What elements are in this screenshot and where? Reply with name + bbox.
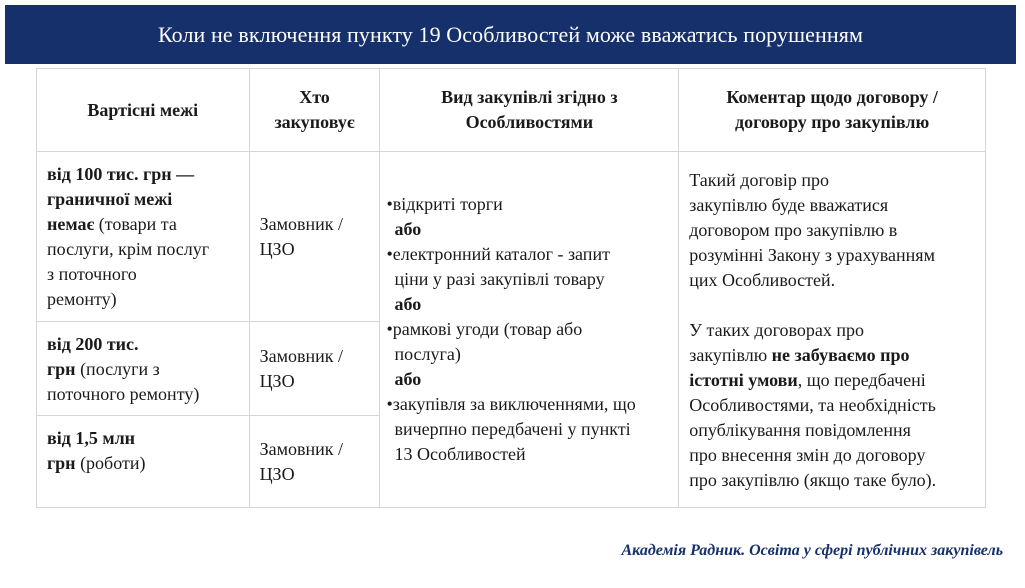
limit-text: від 200 тис. — [47, 334, 139, 354]
footer-credit: Академія Радник. Освіта у сфері публічних закупівель — [621, 542, 1003, 559]
comment-text: розумінні Закону з урахуванням — [689, 245, 935, 265]
header-text: договору про закупівлю — [735, 112, 930, 132]
page-title: Коли не включення пункту 19 Особливостей може вважатись порушенням — [157, 21, 863, 47]
comment-text: , що передбачені — [797, 370, 926, 390]
type-item: •рамкові угоди (товар або — [386, 319, 583, 339]
header-text: Хто — [299, 87, 330, 107]
header-who-buys — [249, 69, 380, 152]
limit-text: від 100 тис. грн — — [47, 164, 195, 184]
header-text: Вид закупівлі згідно з — [441, 87, 618, 107]
header-text: закуповує — [274, 112, 355, 132]
limit-text: поточного ремонту) — [47, 384, 200, 404]
table-row — [37, 152, 986, 322]
type-item: •закупівля за виключеннями, що — [386, 394, 636, 414]
comment-text: закупівлю — [689, 345, 772, 365]
who-text: ЦЗО — [259, 463, 295, 484]
comment-text: У таких договорах про — [689, 320, 865, 340]
header-text: Вартісні межі — [87, 99, 199, 120]
contract-comment-cell — [679, 152, 986, 508]
who-text: Замовник / — [259, 213, 343, 234]
table-header-row — [37, 69, 986, 152]
who-text: ЦЗО — [259, 238, 295, 259]
limit-text: (роботи) — [75, 453, 146, 473]
comment-text: Особливостями, та необхідність — [689, 395, 936, 415]
cost-limit-cell — [37, 152, 250, 322]
type-item: •електронний каталог - запит — [386, 244, 610, 264]
procurement-types-cell — [380, 152, 679, 508]
limit-text: (послуги з — [75, 359, 160, 379]
type-item: 13 Особливостей — [394, 444, 526, 464]
limit-text: послуги, крім послуг — [47, 239, 210, 259]
procurement-table — [36, 68, 986, 508]
limit-text: грн — [47, 359, 76, 379]
comment-text: цих Особливостей. — [689, 270, 836, 290]
title-banner — [5, 5, 1016, 64]
comment-emphasis: істотні умови — [689, 370, 798, 390]
header-procurement-type — [380, 69, 679, 152]
comment-text: Такий договір про — [689, 170, 830, 190]
comment-text: договором про закупівлю в — [689, 220, 898, 240]
header-text: Коментар щодо договору / — [726, 87, 938, 107]
limit-text: грн — [47, 453, 76, 473]
type-item: послуга) — [394, 344, 461, 364]
comment-text: опублікування повідомлення — [689, 420, 911, 440]
who-buys-cell — [249, 416, 380, 508]
limit-text: ремонту) — [47, 289, 117, 309]
type-item: вичерпно передбачені у пункті — [394, 419, 631, 439]
comment-text: про закупівлю (якщо таке було). — [689, 470, 937, 490]
type-item: •відкриті торги — [386, 194, 503, 214]
or-label: або — [394, 369, 422, 389]
cost-limit-cell — [37, 322, 250, 416]
comment-text: закупівлю буде вважатися — [689, 195, 889, 215]
who-text: Замовник / — [259, 345, 343, 366]
cost-limit-cell — [37, 416, 250, 508]
comment-emphasis: не забуваємо про — [771, 345, 910, 365]
or-label: або — [394, 294, 422, 314]
who-text: Замовник / — [259, 438, 343, 459]
limit-text: (товари та — [94, 214, 177, 234]
header-contract-comment — [679, 69, 986, 152]
limit-text: з поточного — [47, 264, 137, 284]
limit-text: від 1,5 млн — [47, 428, 136, 448]
type-item: ціни у разі закупівлі товару — [394, 269, 605, 289]
limit-text: граничної межі — [47, 189, 173, 209]
or-label: або — [394, 219, 422, 239]
header-cost-limits — [37, 69, 250, 152]
who-buys-cell — [249, 152, 380, 322]
who-text: ЦЗО — [259, 370, 295, 391]
who-buys-cell — [249, 322, 380, 416]
limit-text: немає — [47, 214, 95, 234]
comment-text: про внесення змін до договору — [689, 445, 926, 465]
header-text: Особливостями — [465, 112, 594, 132]
